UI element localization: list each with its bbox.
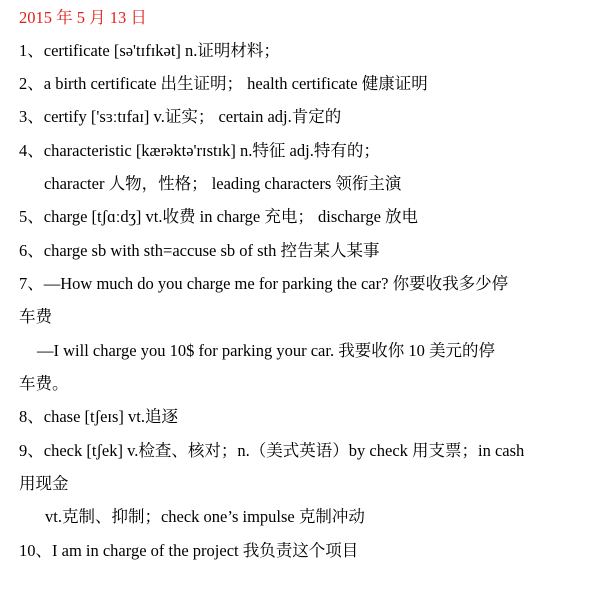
entry-4-continuation: character 人物，性格； leading characters 领衔主演 [44, 174, 402, 193]
entry-10: 10、I am in charge of the project 我负责这个项目 [19, 541, 359, 560]
entry-6: 6、charge sb with sth=accuse sb of sth 控告某人某事 [19, 241, 380, 260]
entry-7-reply-wrap: 车费。 [19, 374, 69, 393]
entry-4: 4、characteristic [kærəktə'rɪstɪk] n.特征 adj.特有的； [19, 141, 380, 160]
entry-8: 8、chase [tʃeɪs] vt.追逐 [19, 407, 178, 426]
entry-3: 3、certify ['sɜːtɪfaɪ] v.证实； certain adj.肯定的 [19, 107, 342, 126]
entry-2: 2、a birth certificate 出生证明； health certificate 健康证明 [19, 74, 428, 93]
entry-5: 5、charge [tʃɑːdʒ] vt.收费 in charge 充电； discharge 放电 [19, 207, 419, 226]
entry-9: 9、check [tʃek] v.检查、核对；n.（美式英语）by check 用支票；in cash [19, 441, 525, 460]
entry-9-wrap: 用现金 [19, 474, 69, 493]
entry-7-wrap: 车费 [19, 307, 52, 326]
date-heading: 2015 年 5 月 13 日 [19, 8, 147, 27]
entry-7-reply: —I will charge you 10$ for parking your car. 我要收你 10 美元的停 [37, 341, 495, 360]
entry-9-continuation: vt.克制、抑制；check one’s impulse 克制冲动 [45, 507, 365, 526]
entry-1: 1、certificate [sə'tɪfɪkət] n.证明材料； [19, 41, 280, 60]
entry-7: 7、—How much do you charge me for parking the car? 你要收我多少停 [19, 274, 509, 293]
